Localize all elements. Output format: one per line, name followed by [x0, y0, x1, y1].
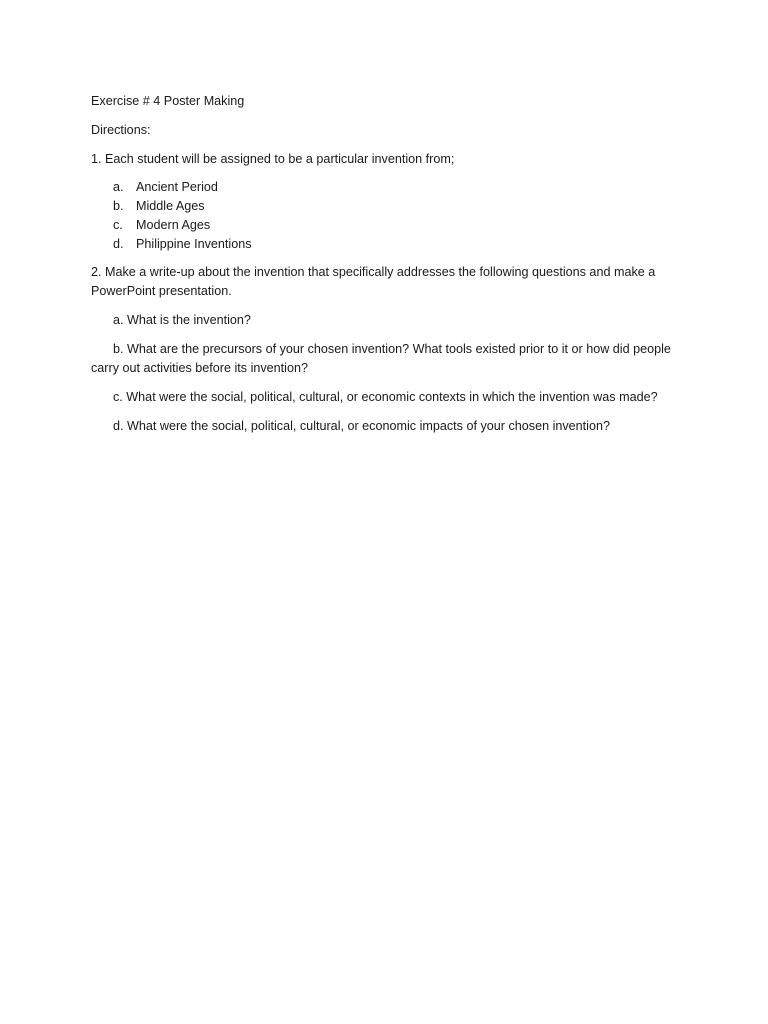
exercise-title: Exercise # 4 Poster Making	[91, 94, 245, 108]
direction-item-2: 2. Make a write-up about the invention that specifically addresses the following questions and make a PowerPoint presentation.	[91, 265, 656, 298]
list-item-text: Philippine Inventions	[136, 237, 252, 251]
directions-label: Directions:	[91, 123, 151, 137]
list-item	[113, 178, 681, 197]
list-item	[113, 216, 681, 235]
list-item	[113, 235, 681, 254]
question-b: b. What are the precursors of your chosen invention? What tools existed prior to it or how did people carry out activities before its invention?	[91, 342, 671, 375]
list-item-text: Modern Ages	[136, 218, 211, 232]
question-c: c. What were the social, political, cultural, or economic contexts in which the invention was made?	[113, 390, 658, 404]
question-a: a. What is the invention?	[113, 313, 251, 327]
direction-item-1: 1. Each student will be assigned to be a particular invention from;	[91, 152, 455, 166]
document-body	[91, 92, 681, 446]
list-marker: d.	[113, 237, 124, 251]
question-d: d. What were the social, political, cultural, or economic impacts of your chosen invention?	[113, 419, 610, 433]
list-marker: a.	[113, 180, 124, 194]
list-item-text: Middle Ages	[136, 199, 205, 213]
list-item	[113, 197, 681, 216]
list-marker: b.	[113, 199, 124, 213]
period-list	[113, 178, 681, 254]
list-item-text: Ancient Period	[136, 180, 218, 194]
list-marker: c.	[113, 218, 123, 232]
